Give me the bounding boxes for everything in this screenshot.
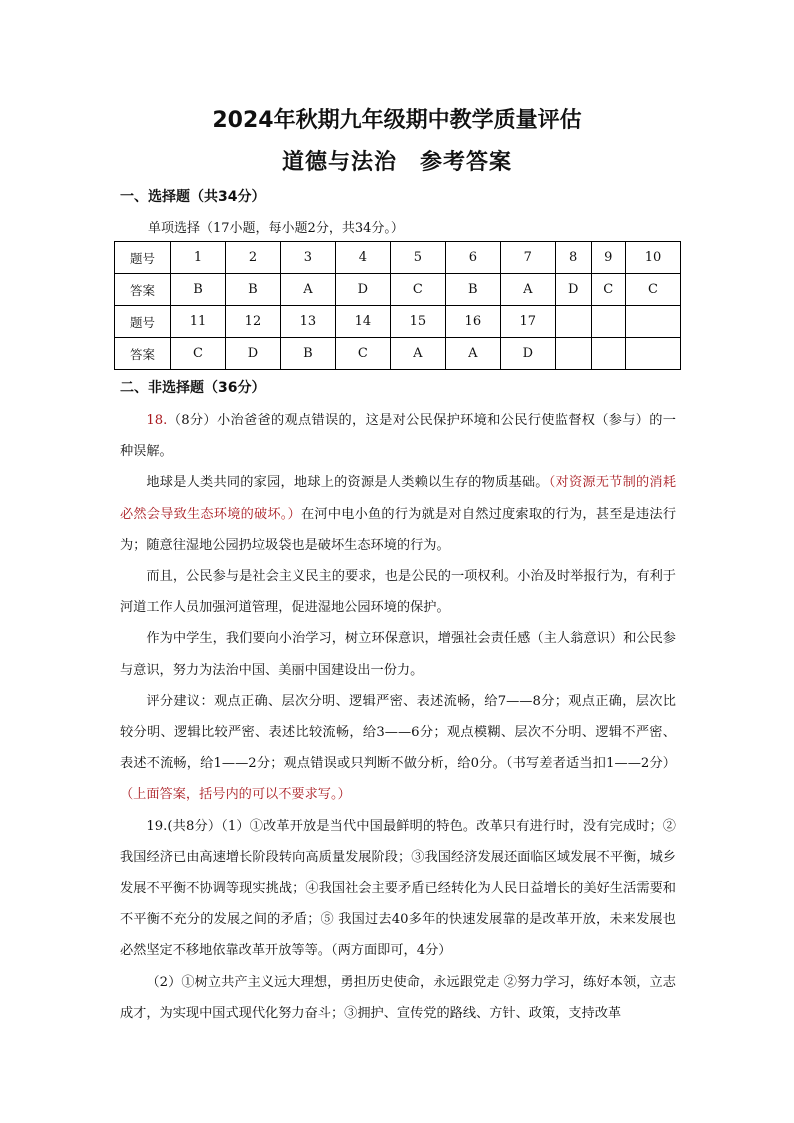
question-number: 12	[225, 306, 280, 338]
answer-cell: B	[445, 274, 500, 306]
row-label: 答案	[115, 274, 171, 306]
answer-cell: C	[335, 338, 390, 370]
answer-cell: A	[445, 338, 500, 370]
question-number: 5	[390, 242, 445, 274]
answer-cell: D	[500, 338, 555, 370]
answer-cell: B	[171, 274, 226, 306]
question-number: 17	[500, 306, 555, 338]
row-label: 题号	[115, 242, 171, 274]
table-row	[115, 242, 681, 274]
question-number: 9	[591, 242, 625, 274]
q19-paragraph: （2）①树立共产主义远大理想，勇担历史使命，永远跟党走 ②努力学习，练好本领，立志成才，为实现中国式现代化努力奋斗；③拥护、宣传党的路线、方针、政策，支持改革	[120, 974, 676, 1021]
question-number: 13	[280, 306, 335, 338]
section2-heading: 二、非选择题（36分）	[120, 380, 266, 396]
question-number: 2	[225, 242, 280, 274]
answer-cell: B	[280, 338, 335, 370]
page-subtitle: 道德与法治 参考答案	[281, 150, 512, 175]
answer-cell: B	[225, 274, 280, 306]
question-number: 16	[445, 306, 500, 338]
question-number: 10	[625, 242, 680, 274]
question-number: 14	[335, 306, 390, 338]
page-title: 2024年秋期九年级期中教学质量评估	[212, 108, 582, 133]
table-row	[115, 306, 681, 338]
answer-cell: D	[555, 274, 591, 306]
answer-cell: D	[335, 274, 390, 306]
q18-paragraph	[120, 467, 676, 561]
question-number: 11	[171, 306, 226, 338]
question-number	[591, 306, 625, 338]
answer-cell	[555, 338, 591, 370]
question-number: 3	[280, 242, 335, 274]
section1-note: 单项选择（17小题，每小题2分，共34分。）	[148, 221, 404, 236]
highlighted-text: （上面答案，括号内的可以不要求写。）	[120, 787, 351, 803]
answer-table	[114, 241, 681, 370]
row-label: 题号	[115, 306, 171, 338]
answer-cell	[625, 338, 680, 370]
answer-cell: C	[625, 274, 680, 306]
q19-paragraph: 19.(共8分）（1）①改革开放是当代中国最鲜明的特色。改革只有进行时，没有完成时；②我国经济已由高速增长阶段转向高质量发展阶段；③我国经济发展还面临区域发展不平衡，城乡发展不平衡不协调等现实挑战；④我国社会主要矛盾已经转化为人民日益增长的美好生活需要和不平衡不充分的发展之间的矛盾；⑤ 我国过去40多年的快速发展靠的是改革开放，未来发展也必然坚定不移地依靠改革开放等等。（两方面即可，4分）	[120, 818, 676, 959]
answer-cell	[591, 338, 625, 370]
answer-body	[120, 405, 676, 1029]
table-row	[115, 338, 681, 370]
q18-paragraph: 而且，公民参与是社会主义民主的要求，也是公民的一项权利。小治及时举报行为，有利于河道工作人员加强河道管理，促进湿地公园环境的保护。	[120, 569, 676, 616]
scoring-paragraph	[120, 686, 676, 811]
question-number: 7	[500, 242, 555, 274]
question-number: 4	[335, 242, 390, 274]
row-label: 答案	[115, 338, 171, 370]
highlighted-text: （对资源无节制的消耗必然会导致生态环境的破坏。）	[120, 475, 677, 522]
q18-paragraph: 作为中学生，我们要向小治学习，树立环保意识，增强社会责任感（主人翁意识）和公民参与意识，努力为法治中国、美丽中国建设出一份力。	[120, 631, 676, 678]
scoring-text: 评分建议：观点正确、层次分明、逻辑严密、表述流畅，给7——8分；观点正确，层次比较分明、逻辑比较严密、表述比较流畅，给3——6分；观点模糊、层次不分明、逻辑不严密、表述不流畅，给1——2分；观点错误或只判断不做分析，给0分。（书写差者适当扣1——2分）	[120, 693, 676, 772]
question-number: 8	[555, 242, 591, 274]
question-number: 15	[390, 306, 445, 338]
question-number	[625, 306, 680, 338]
q18-text: （8分）小治爸爸的观点错误的，这是对公民保护环境和公民行使监督权（参与）的一种误解。	[120, 413, 676, 460]
question-number: 1	[171, 242, 226, 274]
section1-heading: 一、选择题（共34分）	[120, 189, 266, 205]
answer-cell: D	[225, 338, 280, 370]
answer-cell: A	[500, 274, 555, 306]
question-number	[555, 306, 591, 338]
table-row	[115, 274, 681, 306]
paragraph-text: 地球是人类共同的家园，地球上的资源是人类赖以生存的物质基础。	[146, 475, 549, 491]
answer-cell: C	[171, 338, 226, 370]
answer-cell: A	[280, 274, 335, 306]
answer-cell: A	[390, 338, 445, 370]
q18-paragraph	[120, 405, 676, 467]
question-number: 6	[445, 242, 500, 274]
paragraph-text: 在河中电小鱼的行为就是对自然过度索取的行为，甚至是违法行为；随意往湿地公园扔垃圾袋也是破坏生态环境的行为。	[120, 506, 677, 553]
answer-cell: C	[390, 274, 445, 306]
answer-cell: C	[591, 274, 625, 306]
q18-number: 18.	[146, 413, 168, 428]
